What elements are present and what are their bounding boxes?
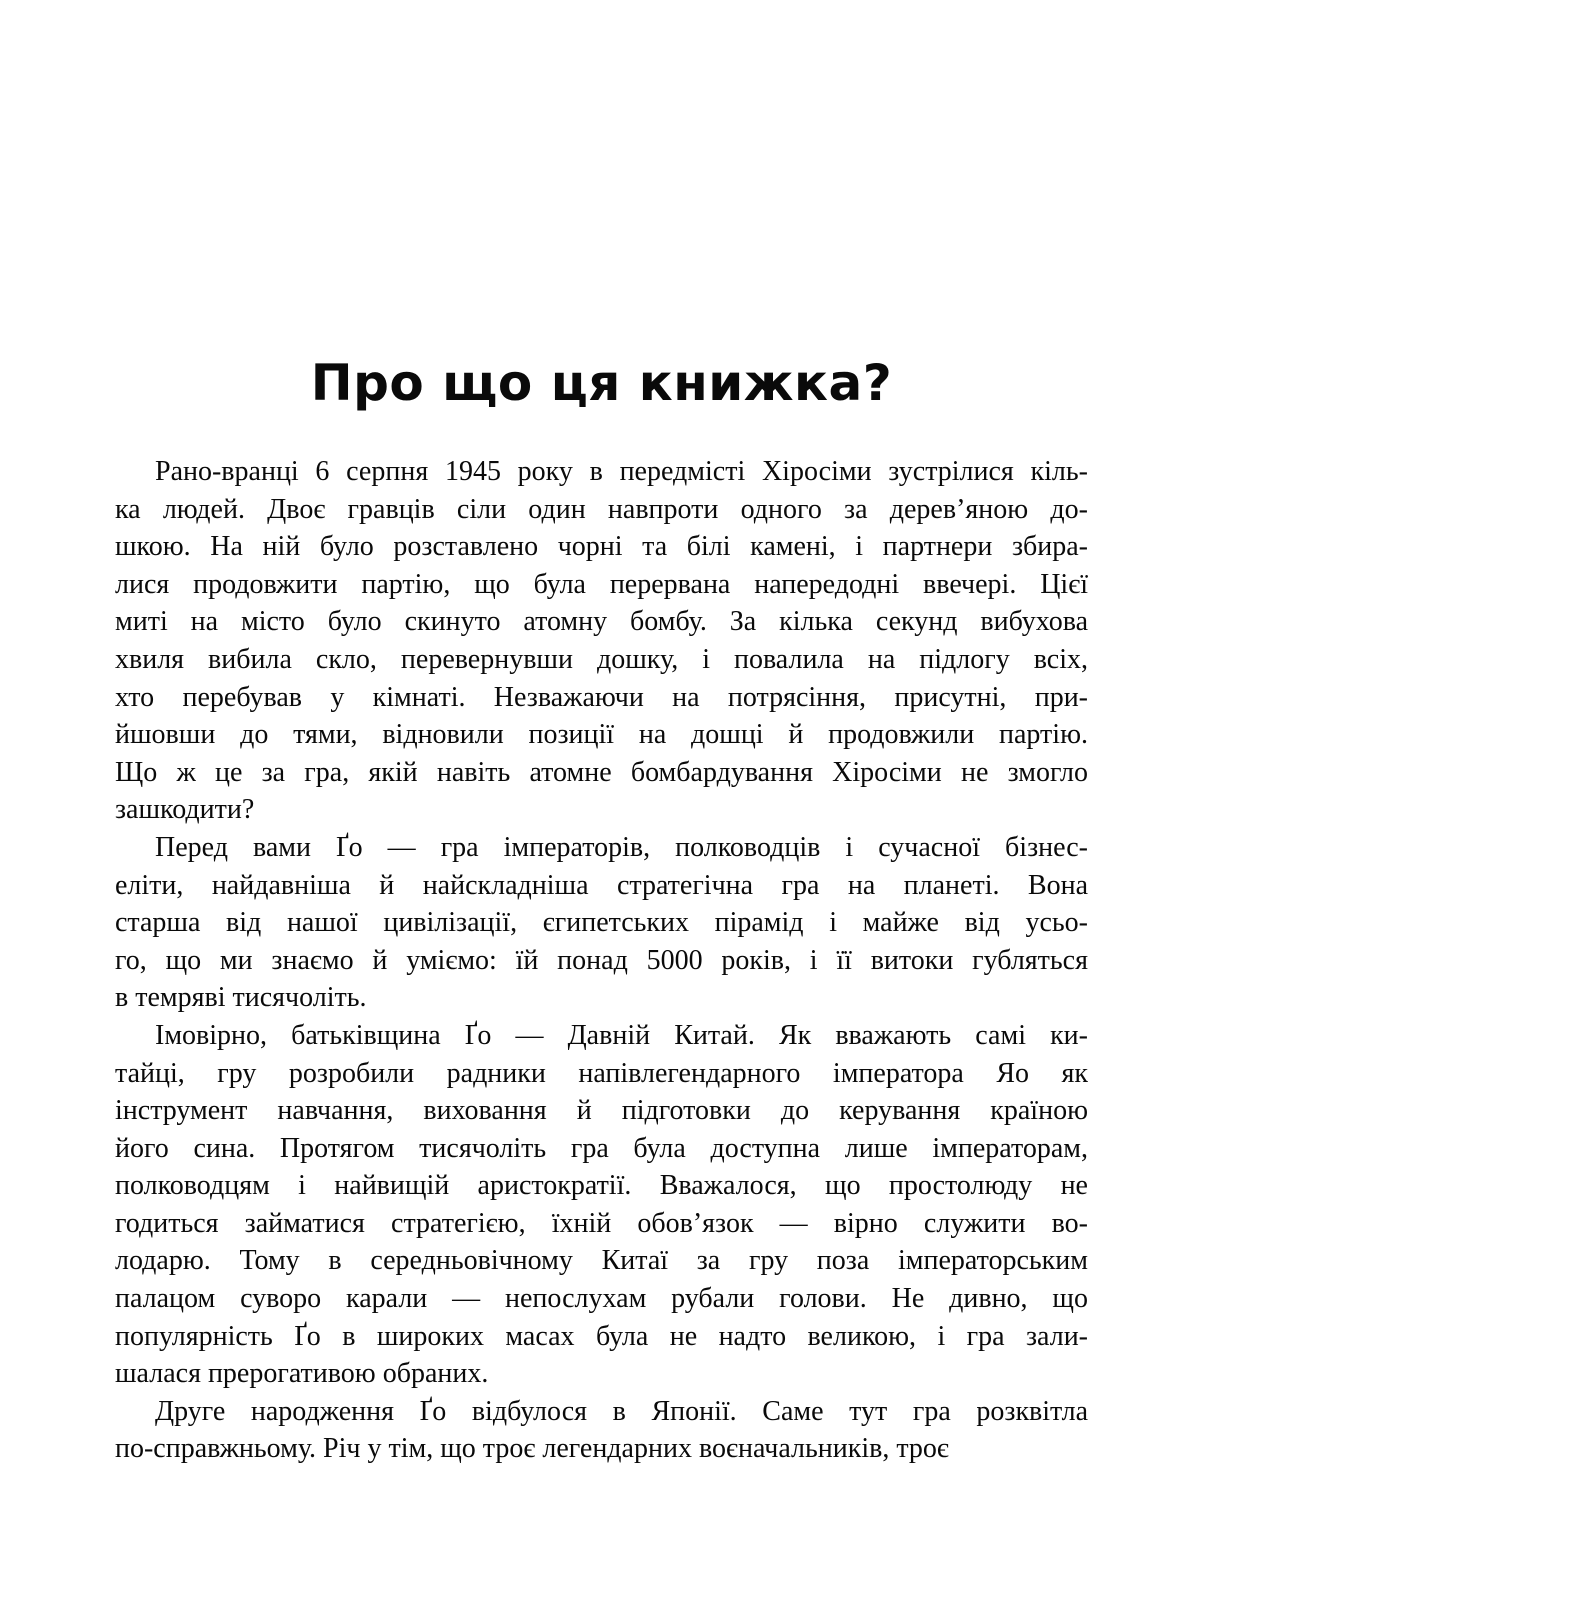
paragraph — [115, 829, 1088, 1017]
text-line: шалася прерогативою обраних. — [115, 1358, 489, 1390]
text-line: полководцям і найвищій аристократії. Вважалося, що простолюду не — [115, 1170, 1088, 1202]
text-line: Друге народження Ґо відбулося в Японії. Саме тут гра розквітла — [155, 1395, 1088, 1427]
text-line: хвиля вибила скло, перевернувши дошку, і повалила на підлогу всіх, — [115, 643, 1088, 675]
text-line: старша від нашої цивілізації, єгипетських пірамід і майже від усьо- — [115, 907, 1088, 939]
text-line: хто перебував у кімнаті. Незважаючи на потрясіння, присутні, при- — [115, 681, 1088, 713]
text-line: го, що ми знаємо й уміємо: їй понад 5000 років, і її витоки губляться — [115, 944, 1088, 976]
text-line: лися продовжити партію, що була перервана напередодні ввечері. Цієї — [115, 568, 1088, 600]
paragraph — [115, 1017, 1088, 1393]
body-text — [115, 453, 1088, 1468]
paragraph — [115, 453, 1088, 829]
text-line: по-справжньому. Річ у тім, що троє легендарних воєначальників, троє — [115, 1433, 949, 1465]
text-line: Імовірно, батьківщина Ґо — Давній Китай. Як вважають самі ки- — [155, 1019, 1088, 1051]
text-line: шкою. На ній було розставлено чорні та білі камені, і партнери збира- — [115, 531, 1088, 563]
text-line: Рано-вранці 6 серпня 1945 року в передмісті Хіросіми зустрілися кіль- — [155, 456, 1088, 487]
text-line: тайці, гру розробили радники напівлегендарного імператора Яо як — [115, 1057, 1088, 1089]
text-line: ка людей. Двоє гравців сіли один навпроти одного за дерев’яною до- — [115, 493, 1088, 525]
text-line: його сина. Протягом тисячоліть гра була доступна лише імператорам, — [115, 1132, 1088, 1164]
text-line: годиться займатися стратегією, їхній обов’язок — вірно служити во- — [115, 1207, 1088, 1239]
page-title: Про що ця книжка? — [310, 353, 893, 412]
text-line: палацом суворо карали — непослухам рубали голови. Не дивно, що — [115, 1283, 1088, 1315]
text-line: популярність Ґо в широких масах була не надто великою, і гра зали- — [115, 1320, 1088, 1352]
text-line: йшовши до тями, відновили позиції на дошці й продовжили партію. — [115, 719, 1088, 751]
text-line: еліти, найдавніша й найскладніша стратегічна гра на планеті. Вона — [115, 869, 1088, 901]
text-line: інструмент навчання, виховання й підготовки до керування країною — [115, 1095, 1088, 1127]
text-line: лодарю. Тому в середньовічному Китаї за гру поза імператорським — [115, 1245, 1088, 1277]
text-line: в темряві тисячоліть. — [115, 982, 367, 1014]
text-line: миті на місто було скинуто атомну бомбу. За кілька секунд вибухова — [115, 606, 1088, 638]
text-line: зашкодити? — [115, 794, 255, 826]
paragraph — [115, 1393, 1088, 1468]
text-line: Перед вами Ґо — гра імператорів, полководців і сучасної бізнес- — [155, 831, 1088, 863]
text-line: Що ж це за гра, якій навіть атомне бомбардування Хіросіми не змогло — [115, 756, 1088, 788]
